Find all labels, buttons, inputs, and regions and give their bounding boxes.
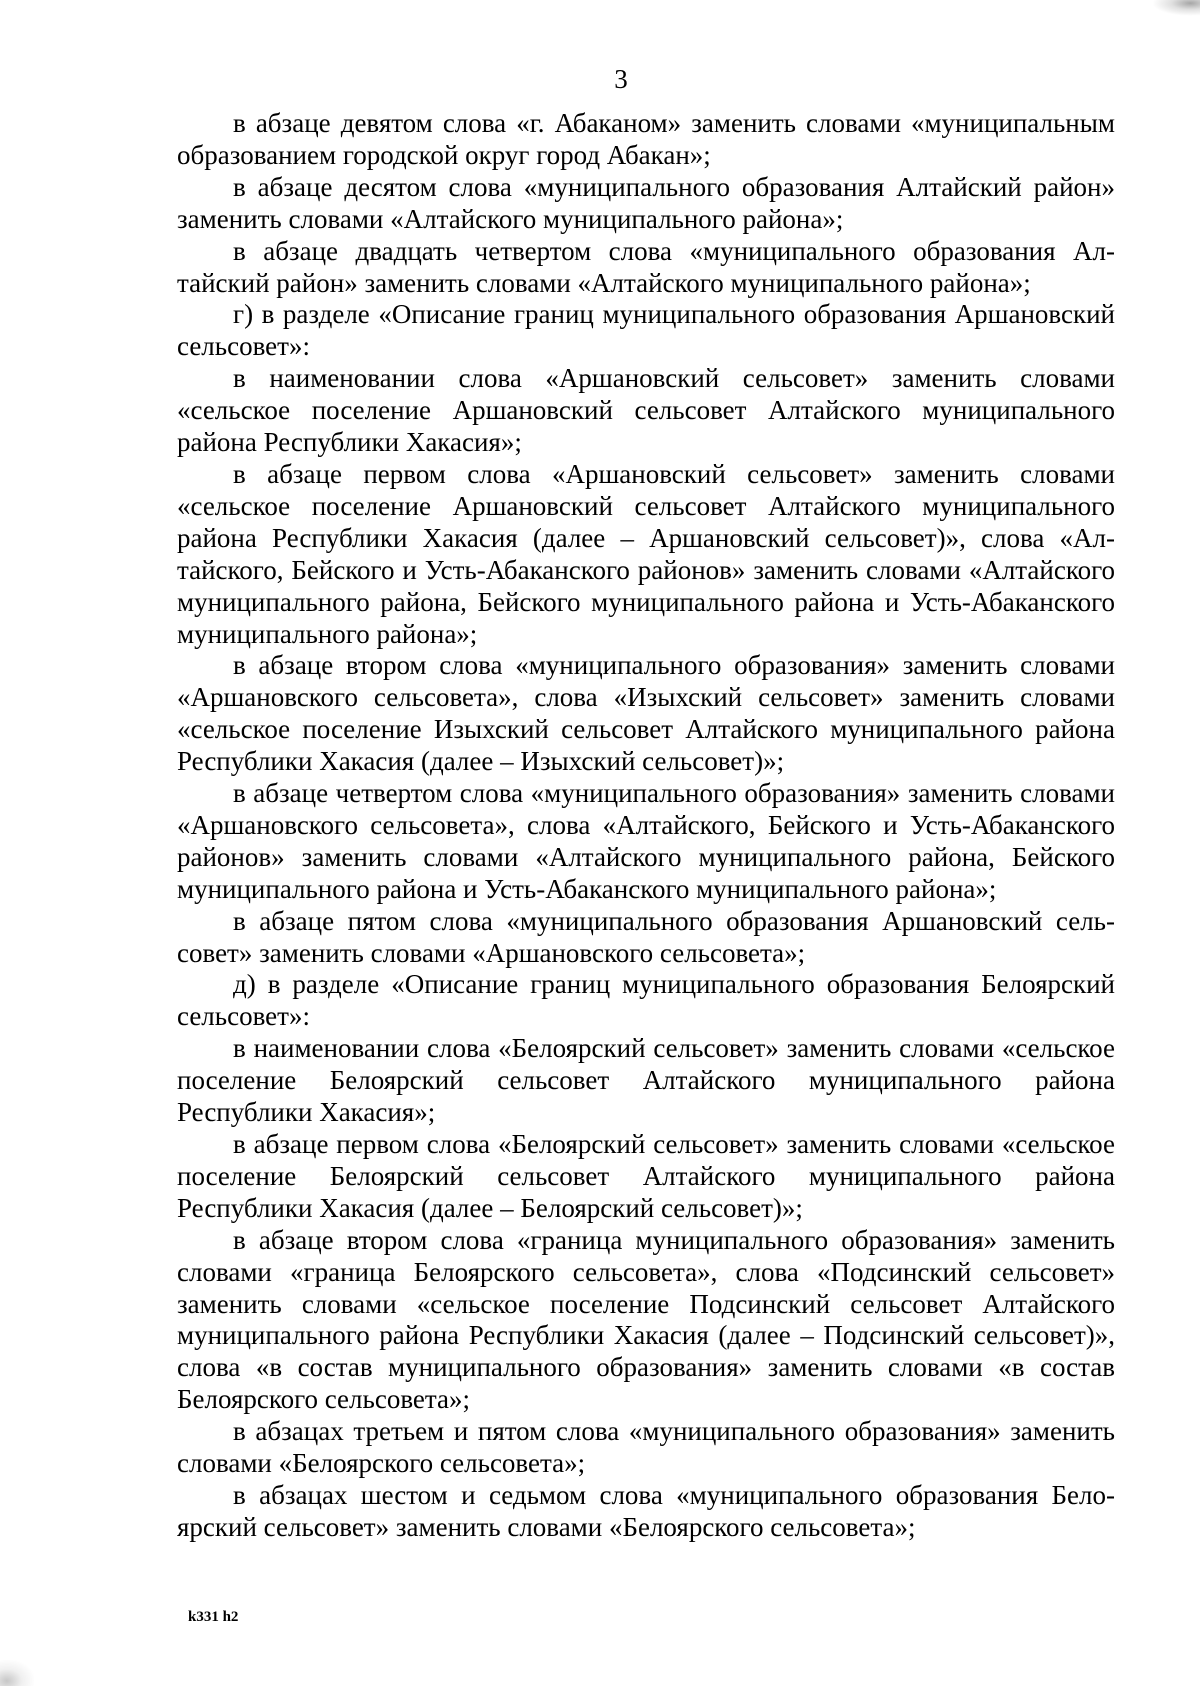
- paragraph: в абзаце первом слова «Белоярский сельсовет» заменить словами «сельское поселение Белоярский сельсовет Алтайского муниципального района Республики Хакасия (далее – Белоярский сельсовет)»;: [177, 1129, 1115, 1223]
- paragraph: в наименовании слова «Аршановский сельсовет» заменить словами «сельское поселение Аршановский сельсовет Алтайского муниципального района Республики Хакасия»;: [177, 363, 1115, 458]
- paragraph: в абзаце втором слова «граница муниципального образования» заменить словами «граница Белоярского сельсовета», слова «Подсинский сельсовет» заменить словами «сельское поселение Подсинский сельсовет Алтайского муниципального района Республики Хакасия (далее – Подсинский сельсовет)», слова «в состав муниципального образования» заменить словами «в состав Белоярского сельсовета»;: [177, 1224, 1115, 1415]
- paragraph: в абзацах шестом и седьмом слова «муниципального образования Белоярский сельсовет» заменить словами «Белоярского сельсовета»;: [177, 1479, 1115, 1542]
- paragraph: в наименовании слова «Белоярский сельсовет» заменить словами «сельское поселение Белоярский сельсовет Алтайского муниципального района Республики Хакасия»;: [177, 1033, 1115, 1128]
- paragraph: в абзаце пятом слова «муниципального образования Аршановский сельсовет» заменить словами «Аршановского сельсовета»;: [177, 905, 1115, 968]
- paragraph: в абзаце четвертом слова «муниципального образования» заменить словами «Аршановского сельсовета», слова «Алтайского, Бейского и Усть-Абаканского районов» заменить словами «Алтайского муниципального района, Бейского муниципального района и Усть-Абаканского муниципального района»;: [177, 778, 1115, 904]
- document-body: [177, 108, 1115, 1544]
- paragraph: в абзаце двадцать четвертом слова «муниципального образования Алтайский район» заменить словами «Алтайского муниципального района»;: [177, 235, 1115, 298]
- paragraph: в абзаце десятом слова «муниципального образования Алтайский район» заменить словами «Алтайского муниципального района»;: [177, 171, 1115, 234]
- paragraph: г) в разделе «Описание границ муниципального образования Аршановский сельсовет»:: [177, 299, 1115, 362]
- paragraph: в абзаце первом слова «Аршановский сельсовет» заменить словами «сельское поселение Аршановский сельсовет Алтайского муниципального района Республики Хакасия (далее – Аршановский сельсовет)», слова «Алтайского, Бейского и Усть-Абаканского районов» заменить словами «Алтайского муниципального района, Бейского муниципального района и Усть-Абаканского муниципального района»;: [177, 458, 1115, 649]
- paragraph: д) в разделе «Описание границ муниципального образования Белоярский сельсовет»:: [177, 969, 1115, 1032]
- paragraph: в абзацах третьем и пятом слова «муниципального образования» заменить словами «Белоярского сельсовета»;: [177, 1416, 1115, 1479]
- scan-artifact-bottom: [0, 1660, 34, 1686]
- paragraph: в абзаце втором слова «муниципального образования» заменить словами «Аршановского сельсовета», слова «Изыхский сельсовет» заменить словами «сельское поселение Изыхский сельсовет Алтайского муниципального района Республики Хакасия (далее – Изыхский сельсовет)»;: [177, 650, 1115, 777]
- scan-artifact-top: [1152, 0, 1200, 16]
- page-number: 3: [614, 64, 628, 94]
- document-code: k331 h2: [188, 1609, 239, 1625]
- paragraph: в абзаце девятом слова «г. Абаканом» заменить словами «муниципальным образованием городской округ город Абакан»;: [177, 108, 1115, 170]
